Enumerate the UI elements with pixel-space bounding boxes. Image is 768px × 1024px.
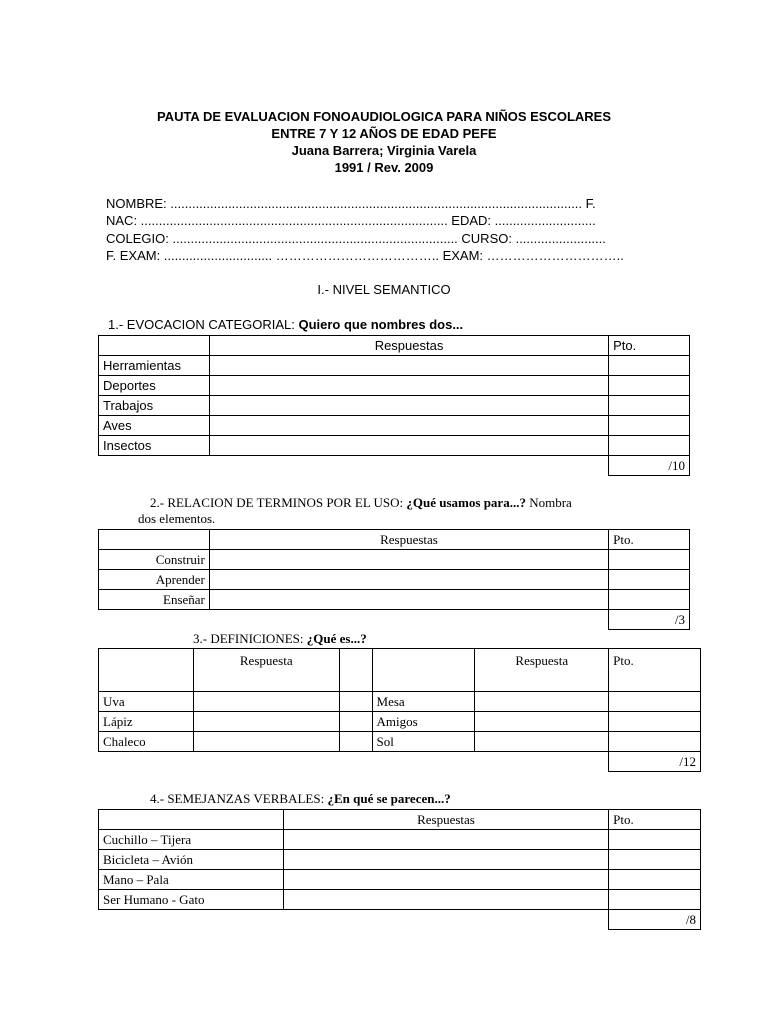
s4-total: /8 [609,910,701,930]
s2-label: 2.- RELACION DE TERMINOS POR EL USO: [150,495,407,510]
table-row [99,850,701,870]
table-row [99,870,701,890]
s3-answer-cell[interactable] [475,712,609,732]
table-row [99,376,690,396]
s3-left-label: Chaleco [99,732,194,752]
s1-score-cell[interactable] [609,396,690,416]
table-row [99,550,690,570]
s4-answer-cell[interactable] [283,850,608,870]
s2-suffix: Nombra [525,495,572,510]
table-row [99,356,690,376]
document-title [0,108,768,176]
table-row [99,590,690,610]
table-row [99,830,701,850]
s4-answer-cell[interactable] [283,890,608,910]
s4-prompt: ¿En qué se parecen...? [327,791,451,806]
s3-answer-cell[interactable] [193,732,339,752]
s2-answer-cell[interactable] [209,570,608,590]
s3-table [98,648,701,772]
s1-row-label: Insectos [99,436,210,456]
s2-col-pto: Pto. [609,530,690,550]
field-fexam: F. EXAM: .............................. ……………………………….. EXAM: ………………………….. [106,248,624,263]
s4-row-label: Cuchillo – Tijera [99,830,284,850]
s4-row-label: Ser Humano - Gato [99,890,284,910]
s4-answer-cell[interactable] [283,830,608,850]
s3-answer-cell[interactable] [475,692,609,712]
s4-score-cell[interactable] [609,830,701,850]
title-line-2: ENTRE 7 Y 12 AÑOS DE EDAD PEFE [271,126,497,141]
s4-row-label: Bicicleta – Avión [99,850,284,870]
s2-row-label: Construir [99,550,210,570]
s2-score-cell[interactable] [609,570,690,590]
s4-score-cell[interactable] [609,850,701,870]
s2-total: /3 [609,610,690,630]
title-line-3: Juana Barrera; Virginia Varela [291,143,477,158]
s4-label: 4.- SEMEJANZAS VERBALES: [150,791,328,806]
table-row [99,732,701,752]
s3-left-label: Lápiz [99,712,194,732]
field-nombre: NOMBRE: .................................................................................................................. F. [106,196,596,211]
s3-prompt: ¿Qué es...? [306,631,367,646]
s3-label: 3.- DEFINICIONES: [193,631,307,646]
s4-score-cell[interactable] [609,870,701,890]
s4-answer-cell[interactable] [283,870,608,890]
s1-score-cell[interactable] [609,436,690,456]
s3-col-pto: Pto. [609,649,701,692]
s1-prompt: Quiero que nombres dos... [298,317,464,332]
s2-prompt: ¿Qué usamos para...? [406,495,526,510]
s1-score-cell[interactable] [609,376,690,396]
s1-score-cell[interactable] [609,356,690,376]
s4-score-cell[interactable] [609,890,701,910]
s4-col-pto: Pto. [609,810,701,830]
table-row [99,396,690,416]
s2-answer-cell[interactable] [209,550,608,570]
s1-score-cell[interactable] [609,416,690,436]
s4-table [98,809,701,930]
s1-answer-cell[interactable] [209,376,608,396]
s3-score-cell[interactable] [609,692,701,712]
s1-col-respuestas: Respuestas [209,336,608,356]
s3-answer-cell[interactable] [193,712,339,732]
section-title: I.- NIVEL SEMANTICO [317,282,451,297]
s2-row-label: Enseñar [99,590,210,610]
table-row [99,692,701,712]
field-colegio-curso: COLEGIO: ............................................................................... CURSO: ......................... [106,231,606,246]
table-row [99,436,690,456]
s2-score-cell[interactable] [609,550,690,570]
s3-score-cell[interactable] [609,712,701,732]
s1-heading [108,317,463,332]
s3-right-label: Amigos [372,712,475,732]
s2-score-cell[interactable] [609,590,690,610]
s3-col-respuesta-1: Respuesta [193,649,339,692]
s2-heading-line2: dos elementos. [138,511,216,526]
s3-answer-cell[interactable] [193,692,339,712]
s3-left-label: Uva [99,692,194,712]
table-row [99,712,701,732]
s2-table [98,529,690,630]
s1-row-label: Aves [99,416,210,436]
s3-answer-cell[interactable] [475,732,609,752]
s3-total: /12 [609,752,701,772]
title-line-1: PAUTA DE EVALUACION FONOAUDIOLOGICA PARA NIÑOS ESCOLARES [156,109,612,124]
field-nac-edad: NAC: ..................................................................................... EDAD: ............................ [106,213,596,228]
s3-right-label: Sol [372,732,475,752]
s1-col-pto: Pto. [609,336,690,356]
table-row [99,416,690,436]
s4-col-respuestas: Respuestas [283,810,608,830]
s1-row-label: Trabajos [99,396,210,416]
s1-answer-cell[interactable] [209,356,608,376]
s1-answer-cell[interactable] [209,416,608,436]
s4-row-label: Mano – Pala [99,870,284,890]
s1-answer-cell[interactable] [209,396,608,416]
s2-row-label: Aprender [99,570,210,590]
s1-table [98,335,690,476]
table-row [99,570,690,590]
s3-col-respuesta-2: Respuesta [475,649,609,692]
s1-row-label: Deportes [99,376,210,396]
s3-right-label: Mesa [372,692,475,712]
s1-answer-cell[interactable] [209,436,608,456]
s3-score-cell[interactable] [609,732,701,752]
s1-label: 1.- EVOCACION CATEGORIAL: [108,317,299,332]
s3-heading [193,631,367,647]
title-line-4: 1991 / Rev. 2009 [334,160,434,175]
table-row [99,890,701,910]
s4-heading [150,791,451,807]
s1-row-label: Herramientas [99,356,210,376]
s2-col-respuestas: Respuestas [209,530,608,550]
s2-heading [150,494,572,511]
s1-total: /10 [609,456,690,476]
s2-answer-cell[interactable] [209,590,608,610]
